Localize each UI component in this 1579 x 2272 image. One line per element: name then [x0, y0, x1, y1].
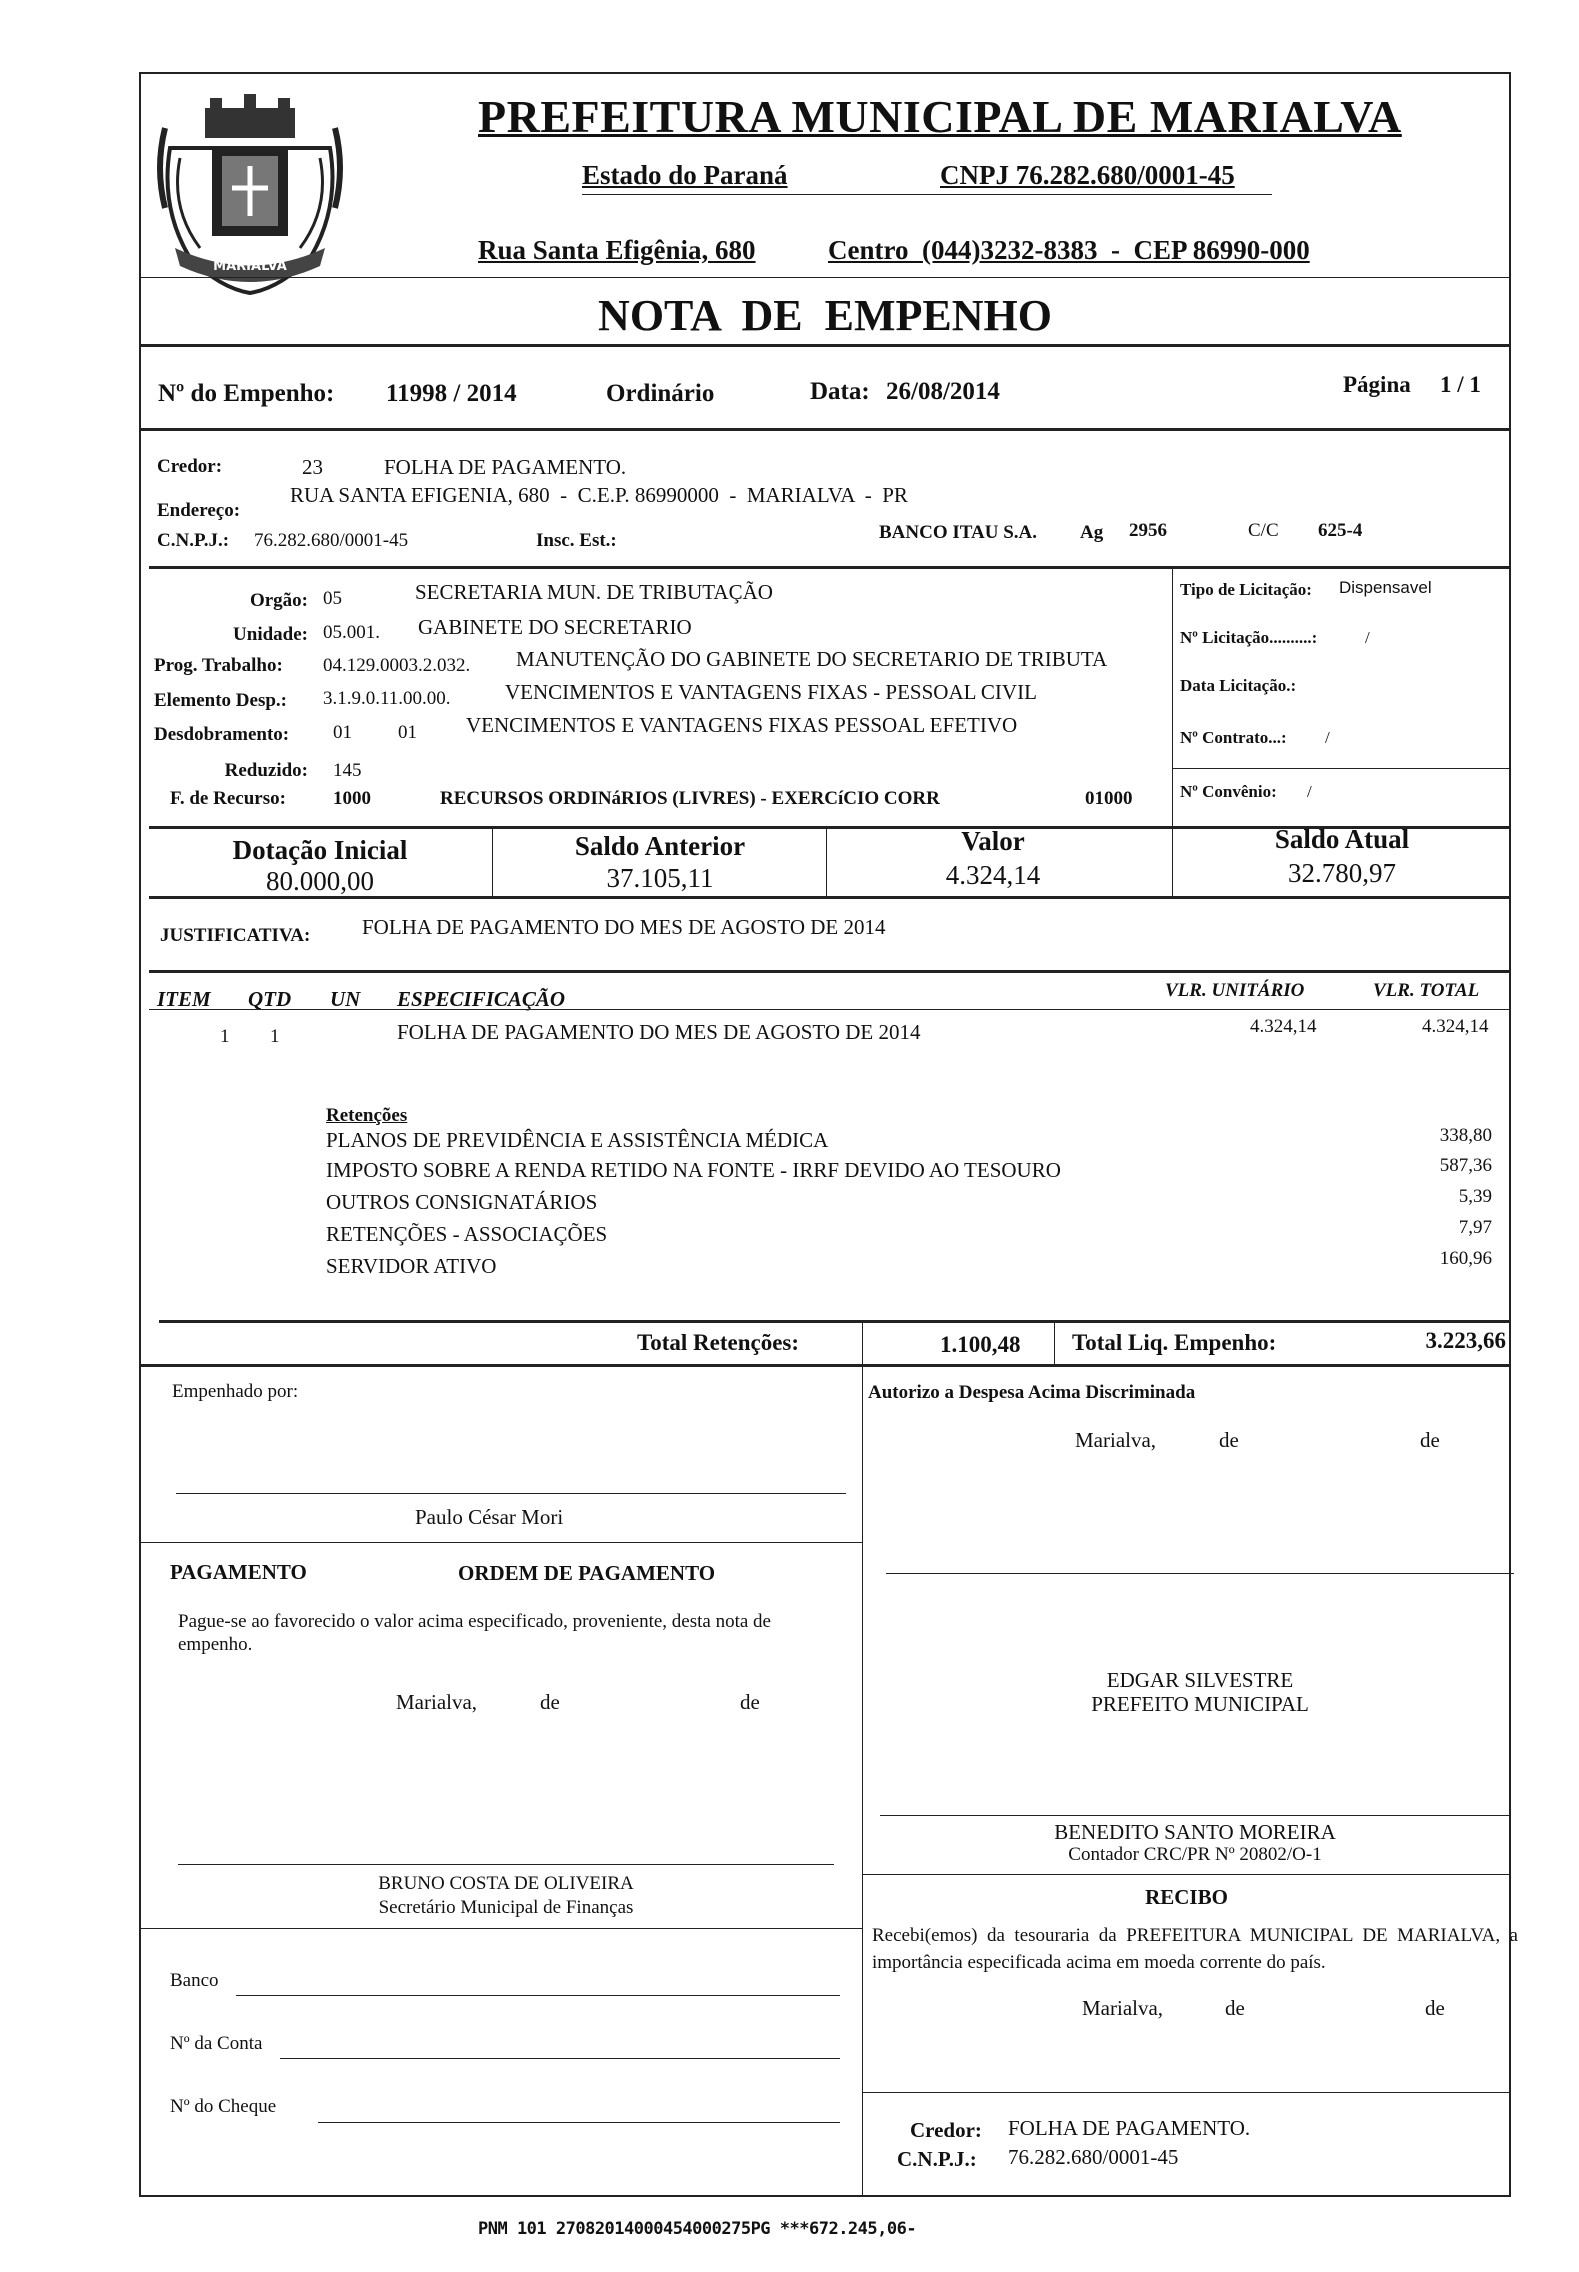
creditor-divider [149, 566, 1511, 569]
col-unit: VLR. UNITÁRIO [1165, 980, 1305, 1001]
recibo-de2: de [1425, 1996, 1445, 2020]
recibo-cnpj-value: 76.282.680/0001-45 [1008, 2145, 1179, 2169]
desdobramento-a: 01 [333, 722, 352, 743]
licitacao-label: Nº Licitação..........: [1180, 628, 1318, 647]
data-licitacao-label: Data Licitação.: [1180, 676, 1297, 695]
recurso-name: RECURSOS ORDINáRIOS (LIVRES) - EXERCíCIO CORR [440, 788, 940, 809]
cnpj-label: CNPJ 76.282.680/0001-45 [940, 160, 1235, 190]
crest-icon [150, 88, 350, 298]
retencoes-title: Retenções [326, 1105, 408, 1126]
recibo-title: RECIBO [1145, 1885, 1228, 1909]
title-divider [139, 344, 1511, 347]
totals-divider-1 [862, 1320, 863, 1364]
pagamento-de1: de [540, 1690, 560, 1714]
prefeito-role: PREFEITO MUNICIPAL [1091, 1692, 1309, 1716]
credor-name: FOLHA DE PAGAMENTO. [384, 455, 627, 479]
svg-text:MARIALVA: MARIALVA [213, 259, 287, 274]
convenio-value: / [1307, 782, 1312, 801]
empenho-number-label: Nº do Empenho: [158, 380, 335, 407]
retencao-name: OUTROS CONSIGNATÁRIOS [326, 1190, 598, 1214]
col-item: ITEM [157, 987, 211, 1011]
pagamento-top-line [139, 1542, 862, 1543]
municipality-title: PREFEITURA MUNICIPAL DE MARIALVA [478, 91, 1402, 142]
empenho-divider [139, 428, 1511, 431]
recibo-credor-value: FOLHA DE PAGAMENTO. [1008, 2116, 1251, 2140]
ordem-pagamento-label: ORDEM DE PAGAMENTO [458, 1561, 716, 1585]
balance-divider-1 [492, 826, 493, 896]
dotacao-label: Dotação Inicial [232, 835, 408, 865]
banco-section-line [139, 1928, 862, 1929]
desdobramento-b: 01 [398, 722, 417, 743]
banco-field-line[interactable] [236, 1995, 840, 1996]
empenhado-label: Empenhado por: [172, 1381, 299, 1402]
empenho-date: 26/08/2014 [886, 378, 1000, 405]
page-number: 1 / 1 [1440, 372, 1481, 397]
state-label: Estado do Paraná [582, 160, 788, 190]
balances-divider [149, 896, 1511, 899]
item-spec: FOLHA DE PAGAMENTO DO MES DE AGOSTO DE 2014 [397, 1020, 921, 1044]
endereco-label: Endereço: [157, 500, 241, 521]
saldo-atual-label: Saldo Atual [1274, 824, 1410, 854]
document-title: NOTA DE EMPENHO [598, 291, 1052, 340]
retencao-value: 338,80 [1439, 1125, 1492, 1146]
totals-top-line [159, 1320, 1511, 1323]
licitacao-value: / [1365, 628, 1370, 647]
empenho-date-label: Data: [810, 378, 870, 405]
col-total: VLR. TOTAL [1373, 980, 1480, 1001]
conta-field-line[interactable] [280, 2058, 840, 2059]
retencao-name: SERVIDOR ATIVO [326, 1254, 497, 1278]
header-divider [139, 277, 1511, 278]
valor-value: 4.324,14 [945, 860, 1041, 890]
reduzido-value: 145 [333, 760, 362, 781]
convenio-label: Nº Convênio: [1180, 782, 1277, 801]
orgao-code: 05 [323, 588, 342, 609]
city-crest-emblem [150, 88, 350, 298]
empenho-number: 11998 / 2014 [386, 380, 517, 407]
balance-divider-3 [1172, 826, 1173, 896]
recibo-credor-label: Credor: [910, 2118, 982, 2142]
items-header-line [149, 1009, 1511, 1010]
item-total: 4.324,14 [1422, 1016, 1489, 1037]
insc-label: Insc. Est.: [536, 530, 617, 551]
convenio-divider [1172, 768, 1511, 769]
justificativa-label: JUSTIFICATIVA: [160, 925, 311, 946]
saldo-anterior-label: Saldo Anterior [574, 831, 746, 861]
unidade-label: Unidade: [233, 624, 308, 645]
tipo-licitacao-label: Tipo de Licitação: [1180, 580, 1312, 599]
recibo-de1: de [1225, 1996, 1245, 2020]
desdobramento-name: VENCIMENTOS E VANTAGENS FIXAS PESSOAL EFETIVO [466, 713, 1018, 737]
balance-divider-2 [826, 826, 827, 896]
total-retencoes-value: 1.100,48 [940, 1332, 1021, 1357]
contact-label: Centro (044)3232-8383 - CEP 86990-000 [828, 235, 1310, 265]
cheque-field-line[interactable] [318, 2122, 840, 2123]
justificativa-text: FOLHA DE PAGAMENTO DO MES DE AGOSTO DE 2014 [362, 915, 886, 939]
desdobramento-label: Desdobramento: [154, 724, 290, 745]
col-qtd: QTD [248, 987, 292, 1011]
signature-column-divider [862, 1364, 863, 2197]
elemento-code: 3.1.9.0.11.00.00. [323, 688, 451, 709]
retencao-value: 587,36 [1439, 1155, 1492, 1176]
total-liquido-value: 3.223,66 [1425, 1328, 1506, 1353]
prefeito-signature-line [886, 1573, 1514, 1574]
item-unit: 4.324,14 [1250, 1016, 1317, 1037]
contrato-label: Nº Contrato...: [1180, 728, 1287, 747]
total-retencoes-label: Total Retenções: [637, 1330, 800, 1355]
retencao-value: 160,96 [1439, 1248, 1492, 1269]
cheque-label: Nº do Cheque [170, 2096, 277, 2117]
agency-label: Ag [1080, 522, 1104, 543]
col-spec: ESPECIFICAÇÃO [397, 987, 566, 1011]
item-number: 1 [220, 1026, 230, 1047]
total-liquido-label: Total Liq. Empenho: [1072, 1330, 1277, 1355]
recibo-cnpj-label: C.N.P.J.: [897, 2147, 977, 2171]
recibo-top-line [862, 1874, 1511, 1875]
empenhado-name: Paulo César Mori [415, 1505, 564, 1529]
saldo-atual-value: 32.780,97 [1288, 858, 1396, 888]
justificativa-divider [149, 970, 1511, 973]
retencao-name: RETENÇÕES - ASSOCIAÇÕES [326, 1222, 608, 1246]
pagamento-label: PAGAMENTO [170, 1560, 307, 1584]
orgao-label: Orgão: [249, 590, 308, 611]
totals-divider-2 [1054, 1320, 1055, 1364]
pagamento-city: Marialva, [396, 1690, 478, 1714]
pagamento-text: Pague-se ao favorecido o valor acima especificado, proveniente, desta nota de empenho. [178, 1611, 771, 1655]
bank-name: BANCO ITAU S.A. [879, 522, 1038, 543]
account-value: 625-4 [1318, 520, 1363, 541]
page-label: Página [1343, 372, 1411, 397]
prog-label: Prog. Trabalho: [154, 655, 283, 676]
col-un: UN [330, 987, 361, 1011]
reduzido-label: Reduzido: [224, 760, 308, 781]
pagamento-de2: de [740, 1690, 760, 1714]
autorizo-label: Autorizo a Despesa Acima Discriminada [868, 1382, 1196, 1403]
orgao-name: SECRETARIA MUN. DE TRIBUTAÇÃO [415, 580, 773, 604]
contador-signature-line [880, 1815, 1510, 1816]
agency-value: 2956 [1129, 520, 1167, 541]
budget-column-divider [1172, 566, 1173, 828]
tipo-licitacao-value: Dispensavel [1339, 578, 1432, 597]
autorizo-de2: de [1420, 1428, 1440, 1452]
autorizo-city: Marialva, [1075, 1428, 1157, 1452]
prog-code: 04.129.0003.2.032. [323, 655, 471, 676]
banco-label: Banco [170, 1970, 219, 1991]
conta-label: Nº da Conta [170, 2033, 263, 2054]
contrato-value: / [1325, 728, 1330, 747]
recurso-label: F. de Recurso: [170, 788, 286, 809]
unidade-code: 05.001. [323, 622, 380, 643]
saldo-anterior-value: 37.105,11 [606, 863, 714, 893]
contador-role: Contador CRC/PR Nº 20802/O-1 [1068, 1844, 1322, 1865]
cnpj-creditor-label: C.N.P.J.: [157, 530, 230, 551]
valor-label: Valor [961, 826, 1025, 856]
address-label: Rua Santa Efigênia, 680 [478, 235, 756, 265]
recibo-signature-line [862, 2092, 1511, 2093]
elemento-name: VENCIMENTOS E VANTAGENS FIXAS - PESSOAL CIVIL [505, 680, 1037, 704]
cnpj-creditor-value: 76.282.680/0001-45 [254, 530, 409, 551]
totals-bottom-line [139, 1364, 1511, 1367]
retencao-value: 5,39 [1458, 1186, 1492, 1207]
endereco-value: RUA SANTA EFIGENIA, 680 - C.E.P. 86990000 - MARIALVA - PR [290, 483, 908, 507]
prefeito-name: EDGAR SILVESTRE [1106, 1668, 1294, 1692]
recibo-text: Recebi(emos) da tesouraria da PREFEITURA MUNICIPAL DE MARIALVA, a importância especificada acima em moeda corrente do país. [872, 1925, 1518, 1973]
credor-code: 23 [302, 455, 323, 479]
secretario-name: BRUNO COSTA DE OLIVEIRA [378, 1873, 634, 1894]
contador-name: BENEDITO SANTO MOREIRA [1054, 1820, 1336, 1844]
recurso-number: 01000 [1085, 788, 1133, 809]
unidade-name: GABINETE DO SECRETARIO [418, 615, 692, 639]
empenhado-signature-line [176, 1493, 846, 1494]
account-label: C/C [1248, 520, 1279, 541]
autorizo-de1: de [1219, 1428, 1239, 1452]
prog-name: MANUTENÇÃO DO GABINETE DO SECRETARIO DE TRIBUTA [516, 647, 1108, 671]
footer-machine-code: PNM 101 27082014000454000275PG ***672.245,06- [478, 2219, 917, 2239]
retencao-name: PLANOS DE PREVIDÊNCIA E ASSISTÊNCIA MÉDICA [326, 1128, 829, 1152]
secretario-signature-line [178, 1864, 834, 1865]
retencao-name: IMPOSTO SOBRE A RENDA RETIDO NA FONTE - IRRF DEVIDO AO TESOURO [326, 1158, 1061, 1182]
retencao-value: 7,97 [1458, 1217, 1492, 1238]
recurso-code: 1000 [333, 788, 371, 809]
credor-label: Credor: [157, 456, 223, 477]
empenho-type: Ordinário [606, 380, 715, 407]
secretario-role: Secretário Municipal de Finanças [378, 1897, 634, 1918]
state-underline [582, 194, 1272, 195]
elemento-label: Elemento Desp.: [154, 690, 287, 711]
item-qtd: 1 [270, 1026, 280, 1047]
dotacao-value: 80.000,00 [266, 866, 374, 896]
recibo-city: Marialva, [1082, 1996, 1164, 2020]
